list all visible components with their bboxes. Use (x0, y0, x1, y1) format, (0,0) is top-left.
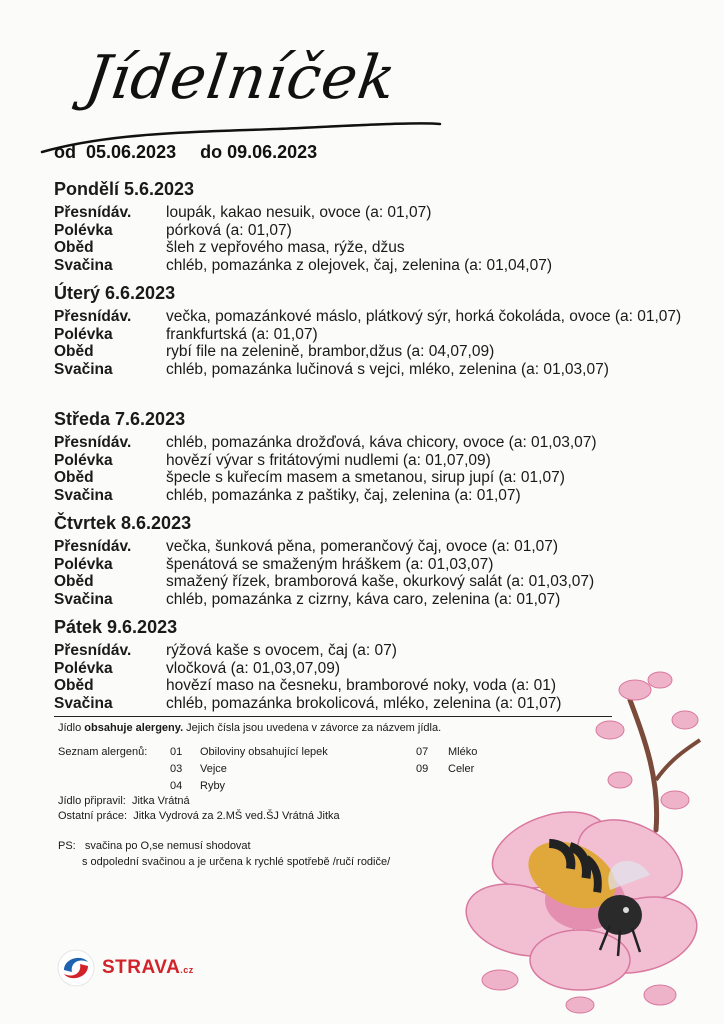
menu-row (54, 343, 694, 361)
allergen-note (58, 722, 441, 734)
day-wednesday (54, 408, 694, 512)
page-title: Jídelníček (81, 43, 401, 113)
meal-label: Přesnídáv. (54, 204, 132, 221)
ps-note (58, 838, 390, 870)
meal-value: chléb, pomazánka z cizrny, káva caro, zelenina (a: 01,07) (166, 590, 561, 608)
meal-label: Polévka (54, 451, 113, 469)
prepared-label: Jídlo připravil: (58, 795, 126, 807)
day-title: Pátek 9.6.2023 (54, 617, 178, 637)
allergen-note-rest: Jejich čísla jsou uvedena v závorce za názvem jídla. (183, 722, 442, 734)
meal-value: šleh z vepřového masa, rýže, džus (166, 239, 405, 256)
day-title: Úterý 6.6.2023 (54, 283, 176, 303)
meal-value: špenátová se smaženým hráškem (a: 01,03,07) (166, 555, 494, 573)
allergen-note-prefix: Jídlo (58, 722, 85, 734)
meal-label: Přesnídáv. (54, 642, 132, 659)
day-title: Pondělí 5.6.2023 (54, 179, 195, 199)
meal-label: Polévka (54, 325, 113, 343)
date-to-prefix: do (200, 142, 223, 162)
strava-logo-text (102, 957, 194, 979)
day-title: Čtvrtek 8.6.2023 (54, 513, 192, 533)
allergen-note-bold: obsahuje alergeny. (84, 722, 184, 734)
credits (58, 794, 340, 824)
meal-value: loupák, kakao nesuik, ovoce (a: 01,07) (166, 204, 432, 221)
allergen-name: Mléko (448, 746, 478, 758)
date-from-prefix: od (54, 142, 76, 162)
menu-row (54, 556, 694, 574)
day-tuesday (54, 282, 694, 408)
meal-label: Oběd (54, 343, 94, 360)
menu-row (54, 204, 694, 222)
allergen-code: 09 (416, 763, 429, 775)
menu-row (54, 361, 694, 379)
day-title: Středa 7.6.2023 (54, 409, 186, 429)
meal-value: smažený řízek, bramborová kaše, okurkový salát (a: 01,03,07) (166, 573, 595, 590)
meal-label: Oběd (54, 469, 94, 486)
meal-label: Svačina (54, 694, 113, 712)
ps-line1: svačina po O,se nemusí shodovat (84, 840, 251, 852)
meal-label: Svačina (54, 256, 113, 274)
meal-value: pórková (a: 01,07) (166, 221, 292, 239)
strava-logo-word: STRAVA (102, 957, 181, 978)
menu-row (54, 222, 694, 240)
menu-row (54, 326, 694, 344)
date-range (54, 142, 317, 163)
meal-value: vločková (a: 01,03,07,09) (166, 659, 341, 677)
date-from: 05.06.2023 (86, 142, 177, 162)
menu-row (54, 239, 694, 257)
flower-bee-illustration (460, 660, 720, 1020)
meal-label: Přesnídáv. (54, 538, 132, 555)
meal-label: Přesnídáv. (54, 434, 132, 451)
meal-label: Přesnídáv. (54, 308, 132, 325)
meal-label: Oběd (54, 573, 94, 590)
day-thursday (54, 512, 694, 616)
menu-row (54, 642, 694, 660)
menu-row (54, 538, 694, 556)
meal-value: večka, pomazánkové máslo, plátkový sýr, horká čokoláda, ovoce (a: 01,07) (166, 308, 682, 325)
allergen-code: 07 (416, 746, 429, 758)
ps-line2: s odpolední svačinou a je určena k rychlé spotřebě /ručí rodiče/ (82, 856, 391, 868)
meal-value: chléb, pomazánka brokolicová, mléko, zelenina (a: 01,07) (166, 694, 562, 712)
meal-value: frankfurtská (a: 01,07) (166, 325, 318, 343)
meal-label: Polévka (54, 659, 113, 677)
meal-value: špecle s kuřecím masem a smetanou, sirup jupí (a: 01,07) (166, 469, 565, 486)
allergen-list-label: Seznam alergenů: (58, 746, 148, 758)
allergen-code: 01 (170, 746, 183, 758)
menu-row (54, 573, 694, 591)
strava-logo-suffix: .cz (180, 965, 194, 975)
allergen-name: Celer (448, 763, 475, 775)
meal-value: večka, šunková pěna, pomerančový čaj, ovoce (a: 01,07) (166, 538, 559, 555)
meal-label: Svačina (54, 590, 113, 608)
allergen-code: 03 (170, 763, 183, 775)
menu-row (54, 469, 694, 487)
meal-label: Oběd (54, 239, 94, 256)
other-work-label: Ostatní práce: (58, 810, 128, 822)
other-work-value: Jitka Vydrová za 2.MŠ ved.ŠJ Vrátná Jitka (133, 810, 340, 822)
menu-row (54, 452, 694, 470)
menu-row (54, 308, 694, 326)
menu-days (54, 178, 694, 712)
allergen-name: Vejce (200, 763, 227, 775)
menu-row (54, 434, 694, 452)
meal-value: chléb, pomazánka z olejovek, čaj, zelenina (a: 01,04,07) (166, 256, 553, 274)
strava-logo (56, 948, 194, 988)
meal-value: chléb, pomazánka z paštiky, čaj, zelenina (a: 01,07) (166, 486, 521, 504)
meal-label: Svačina (54, 486, 113, 504)
ps-label: PS: (58, 840, 76, 852)
meal-label: Polévka (54, 555, 113, 573)
menu-row (54, 591, 694, 609)
prepared-name: Jitka Vrátná (131, 795, 190, 807)
meal-label: Oběd (54, 677, 94, 694)
date-to: 09.06.2023 (227, 142, 318, 162)
allergen-name: Ryby (200, 780, 226, 792)
allergen-name: Obiloviny obsahující lepek (200, 746, 328, 758)
meal-value: rýžová kaše s ovocem, čaj (a: 07) (166, 642, 397, 659)
menu-row (54, 487, 694, 505)
meal-value: hovězí maso na česneku, bramborové noky, voda (a: 01) (166, 677, 557, 694)
meal-value: chléb, pomazánka lučinová s vejci, mléko, zelenina (a: 01,03,07) (166, 360, 609, 378)
meal-value: hovězí vývar s fritátovými nudlemi (a: 01,07,09) (166, 451, 491, 469)
strava-swirl-icon (56, 948, 96, 988)
day-monday (54, 178, 694, 282)
allergen-code: 04 (170, 780, 183, 792)
meal-value: chléb, pomazánka drožďová, káva chicory, ovoce (a: 01,03,07) (166, 434, 597, 451)
meal-value: rybí file na zelenině, brambor,džus (a: 04,07,09) (166, 343, 495, 360)
meal-label: Polévka (54, 221, 113, 239)
meal-label: Svačina (54, 360, 113, 378)
menu-row (54, 257, 694, 275)
